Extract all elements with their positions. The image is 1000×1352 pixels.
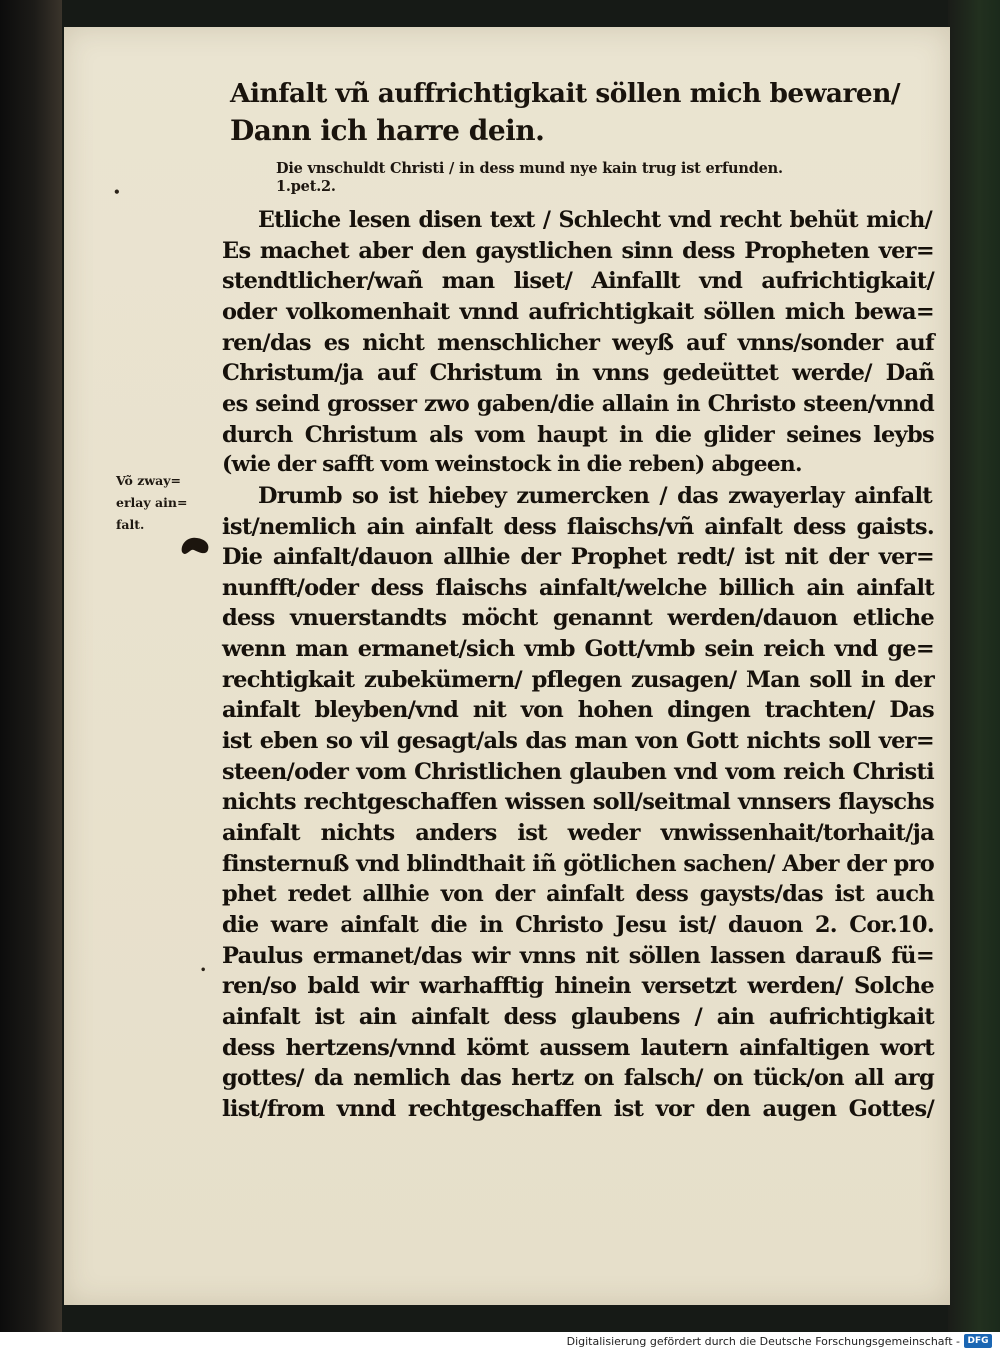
body-text-line: oder volkomenhait vnnd aufrichtigkait söllen mich bewa= [222,298,934,325]
body-text-line: steen/oder vom Christlichen glauben vnd vom reich Christi [222,758,934,785]
page-heading-line-2: Dann ich harre dein. [230,114,545,147]
body-text-line: wenn man ermanet/sich vmb Gott/vmb sein reich vnd ge= [222,636,934,663]
margin-note-line-1: Võ zway= [116,473,181,488]
body-text-line: ren/das es nicht menschlicher weyß auf vnns/sonder auf [222,329,934,356]
body-text-line: list/from vnnd rechtgeschaffen ist vor den augen Gottes/ [222,1095,934,1122]
body-text-line: die ware ainfalt die in Christo Jesu ist/ dauon 2. Cor.10. [222,911,934,938]
body-text-line: nunfft/oder dess flaischs ainfalt/welche billich ain ainfalt [222,574,934,601]
body-text-line: ist eben so vil gesagt/als das man von Gott nichts soll ver= [222,728,934,755]
body-text-line: Etliche lesen disen text / Schlecht vnd recht behüt mich/ [258,207,932,233]
body-text-line: durch Christum als vom haupt in die glider seines leybs [222,421,934,448]
body-text-line: Die ainfalt/dauon allhie der Prophet redt/ ist nit der ver= [222,544,934,571]
body-text-line: Paulus ermanet/das wir vnns nit söllen lassen darauß fü= [222,942,934,969]
body-text-line: nichts rechtgeschaffen wissen soll/seitmal vnnsers flayschs [222,789,934,816]
body-text-line: Christum/ja auf Christum in vnns gedeüttet werde/ Dañ [222,360,934,387]
margin-note-line-2: erlay ain= [116,495,188,510]
body-text-line: phet redet allhie von der ainfalt dess gaysts/das ist auch [222,881,934,908]
ink-mark: • [113,185,121,199]
body-text-line: ren/so bald wir warhafftig hinein versetzt werden/ Solche [222,973,934,1000]
footer-credit: Digitalisierung gefördert durch die Deutsche Forschungsgemeinschaft - [566,1335,960,1348]
footer-bar [0,1332,1000,1352]
body-text-line: dess vnuerstandts möcht genannt werden/dauon etliche [222,605,934,632]
scan-edge [948,0,1000,1332]
body-text-line: dess hertzens/vnnd kömt aussem lautern ainfaltigen wort [222,1034,934,1061]
body-text-line: finsternuß vnd blindthait iñ götlichen sachen/ Aber der pro [222,850,934,877]
dfg-logo: DFG [964,1334,992,1348]
margin-note-line-3: falt. [116,517,145,532]
body-text-line: gottes/ da nemlich das hertz on falsch/ on tück/on all arg [222,1065,934,1092]
body-text-line: rechtigkait zubekümern/ pflegen zusagen/ Man soll in der [222,666,934,693]
ink-mark: • [200,965,207,976]
body-text-line: Es machet aber den gaystlichen sinn dess Propheten ver= [222,237,934,264]
body-text-line: ainfalt bleyben/vnd nit von hohen dingen trachten/ Das [222,697,934,724]
body-text-line: ainfalt ist ain ainfalt dess glaubens / ain aufrichtigkait [222,1003,934,1030]
book-binding [0,0,62,1332]
body-text-line: es seind grosser zwo gaben/die allain in Christo steen/vnnd [222,390,934,417]
body-text-line: ist/nemlich ain ainfalt dess flaischs/vñ ainfalt dess gaists. [222,513,934,540]
page-heading-line-1: Ainfalt vñ auffrichtigkait söllen mich bewaren/ [230,78,901,109]
body-text-line: Drumb so ist hiebey zumercken / das zwayerlay ainfalt [258,482,932,509]
scripture-reference-line-2: 1.pet.2. [276,178,336,195]
body-text-line: (wie der safft vom weinstock in die reben) abgeen. [222,452,802,478]
ink-blot-icon [178,532,212,560]
body-text-line: stendtlicher/wañ man liset/ Ainfallt vnd aufrichtigkait/ [222,268,934,295]
scripture-reference-line-1: Die vnschuldt Christi / in dess mund nye kain trug ist erfunden. [276,160,783,177]
body-text-line: ainfalt nichts anders ist weder vnwissenhait/torhait/ja [222,820,934,846]
